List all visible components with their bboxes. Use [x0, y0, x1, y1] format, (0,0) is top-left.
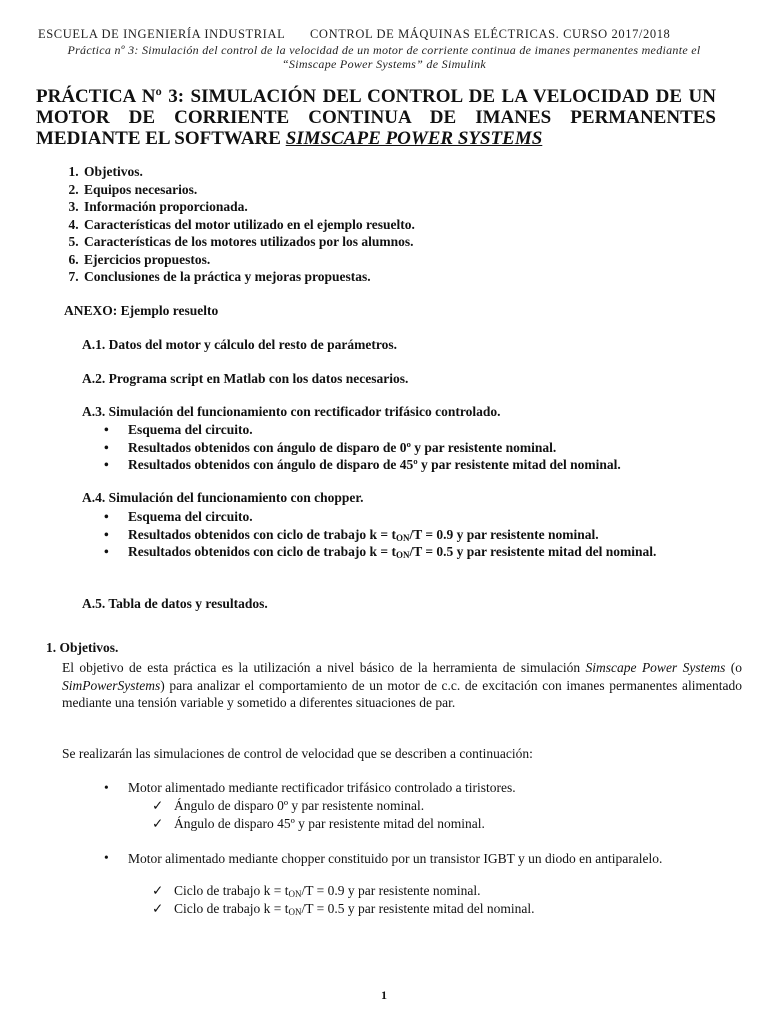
- list-item: • Esquema del circuito.: [128, 508, 759, 526]
- check-item-1: Ángulo de disparo 0º y par resistente nominal.: [174, 798, 425, 813]
- header-course: CONTROL DE MÁQUINAS ELÉCTRICAS. CURSO 2017/2018: [310, 27, 671, 41]
- check-4-sub: ON: [288, 907, 302, 917]
- list-item: • Esquema del circuito.: [128, 421, 768, 439]
- p1-software-alt-name: SimPowerSystems: [62, 677, 161, 693]
- annex-a4: A.4. Simulación del funcionamiento con chopper.: [82, 490, 364, 505]
- toc-item: 2. Equipos necesarios.: [82, 181, 415, 199]
- check-3-sub: ON: [288, 889, 302, 899]
- document-title-main: PRÁCTICA Nº 3: SIMULACIÓN DEL CONTROL DE LA VELOCIDAD DE UN MOTOR DE CORRIENTE CONTINUA DE IMANES PERMANENTES MEDIANTE EL SOFTWARE: [36, 86, 716, 149]
- p1-text-c: ) para analizar el comportamiento de un motor de c.c. de excitación con imanes permanentes alimentado mediante una tensión variable y sometido a diferentes situaciones de par.: [62, 677, 742, 710]
- check-item-3: [174, 882, 481, 900]
- check-icon: ✓: [152, 816, 164, 831]
- p1-text-a: El objetivo de esta práctica es la utilización a nivel básico de la herramienta de simulación: [62, 660, 586, 675]
- bullet-2-text: Motor alimentado mediante chopper constituido por un transistor IGBT y un diodo en antiparalelo.: [128, 851, 663, 866]
- check-icon: ✓: [152, 798, 164, 813]
- check-item-4: [174, 900, 535, 918]
- list-item: [128, 543, 759, 561]
- check-3-pre: Ciclo de trabajo k = t: [174, 883, 289, 898]
- annex-a5: A.5. Tabla de datos y resultados.: [82, 596, 268, 611]
- running-header: [38, 27, 738, 42]
- bullet-icon: •: [104, 850, 109, 865]
- annex-a4-item2-sub: ON: [395, 532, 410, 543]
- annex-a3: A.3. Simulación del funcionamiento con rectificador trifásico controlado.: [82, 404, 501, 419]
- p1-software-name: Simscape Power Systems: [585, 660, 726, 675]
- check-3-post: /T = 0.9 y par resistente nominal.: [301, 883, 481, 898]
- annex-a4-list: [82, 508, 759, 561]
- list-item: [128, 526, 759, 544]
- section-1-paragraph-1: [62, 659, 742, 712]
- p1-text-b: (o: [725, 660, 742, 675]
- section-1-paragraph-2: Se realizarán las simulaciones de control de velocidad que se describen a continuación:: [62, 746, 533, 761]
- bullet-icon: •: [104, 780, 109, 795]
- document-title: [36, 86, 716, 149]
- annex-a1: A.1. Datos del motor y cálculo del resto de parámetros.: [82, 337, 397, 352]
- header-subtitle-line2: “Simscape Power Systems” de Simulink: [281, 57, 487, 71]
- annex-a4-item3-sub: ON: [395, 550, 410, 560]
- toc-item: 4. Características del motor utilizado en el ejemplo resuelto.: [82, 216, 415, 234]
- annex-a3-list: [82, 421, 768, 474]
- annex-a4-item3-post: /T = 0.5 y par resistente mitad del nominal.: [409, 544, 657, 559]
- check-item-2: Ángulo de disparo 45º y par resistente mitad del nominal.: [174, 816, 485, 831]
- header-school: ESCUELA DE INGENIERÍA INDUSTRIAL: [38, 27, 286, 41]
- check-icon: ✓: [152, 883, 164, 898]
- table-of-contents: [58, 163, 415, 286]
- annex-heading: ANEXO: Ejemplo resuelto: [64, 303, 219, 318]
- section-1-heading: 1. Objetivos.: [46, 640, 119, 655]
- toc-item: 7. Conclusiones de la práctica y mejoras propuestas.: [82, 268, 415, 286]
- toc-item: 6. Ejercicios propuestos.: [82, 251, 415, 269]
- toc-item: 3. Información proporcionada.: [82, 198, 415, 216]
- document-title-software: SIMSCAPE POWER SYSTEMS: [285, 128, 543, 149]
- list-item: • Resultados obtenidos con ángulo de disparo de 0º y par resistente nominal.: [128, 439, 768, 457]
- annex-a4-item2-post: /T = 0.9 y par resistente nominal.: [409, 526, 599, 542]
- header-subtitle-line1: Práctica nº 3: Simulación del control de la velocidad de un motor de corriente continua de imanes permanentes mediante el: [67, 43, 701, 57]
- toc-item: 5. Características de los motores utilizados por los alumnos.: [82, 233, 415, 251]
- check-4-post: /T = 0.5 y par resistente mitad del nominal.: [301, 901, 535, 916]
- annex-a4-item2-pre: Resultados obtenidos con ciclo de trabajo k = t: [128, 526, 396, 542]
- list-item: • Resultados obtenidos con ángulo de disparo de 45º y par resistente mitad del nominal.: [128, 456, 768, 474]
- annex-a2: A.2. Programa script en Matlab con los datos necesarios.: [82, 371, 409, 386]
- page-number: 1: [381, 988, 387, 1002]
- check-icon: ✓: [152, 901, 164, 916]
- check-4-pre: Ciclo de trabajo k = t: [174, 901, 289, 916]
- annex-a4-item3-pre: Resultados obtenidos con ciclo de trabajo k = t: [128, 544, 396, 559]
- toc-item: 1. Objetivos.: [82, 163, 415, 181]
- bullet-1-text: Motor alimentado mediante rectificador trifásico controlado a tiristores.: [128, 780, 516, 795]
